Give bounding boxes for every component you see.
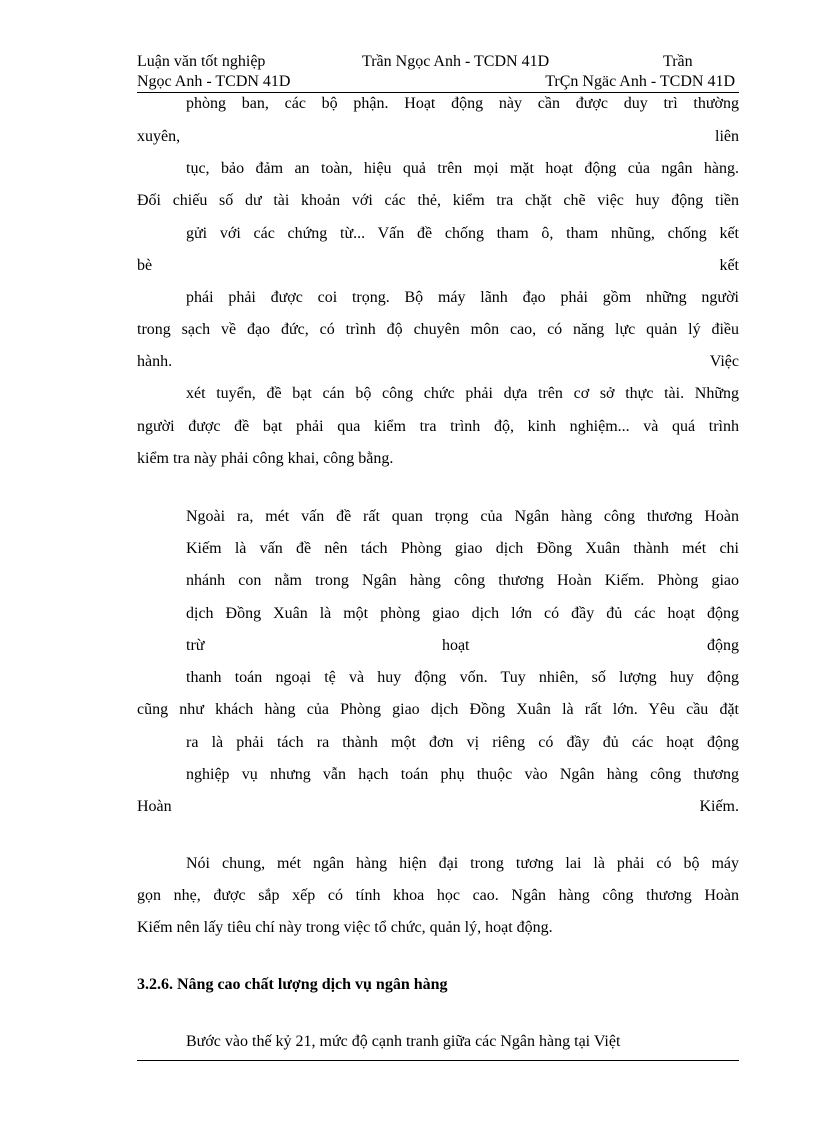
- text-line-spread: [137, 352, 739, 372]
- text-line: Kiếm nên lấy tiêu chí này trong việc tổ chức, quản lý, hoạt động.: [137, 919, 553, 936]
- word: trừ: [186, 637, 205, 654]
- section-heading: 3.2.6. Nâng cao chất lượng dịch vụ ngân hàng: [137, 976, 448, 993]
- text-line: xét tuyển, đề bạt cán bộ công chức phải dựa trên cơ sở thực tài. Những: [186, 385, 739, 402]
- text-line: người được đề bạt phải qua kiểm tra trình độ, kinh nghiệm... và quá trình: [137, 418, 739, 435]
- text-line: thanh toán ngoại tệ và huy động vốn. Tuy nhiên, số lượng huy động: [186, 669, 739, 686]
- header-author-fragment: Trần: [663, 53, 693, 70]
- text-line: Nói chung, mét ngân hàng hiện đại trong tương lai là phải có bộ máy: [186, 855, 739, 872]
- text-line: trong sạch về đạo đức, có trình độ chuyên môn cao, có năng lực quản lý điều: [137, 321, 739, 338]
- text-line: dịch Đồng Xuân là một phòng giao dịch lớn có đầy đủ các hoạt động: [186, 605, 739, 622]
- text-line: Bước vào thế kỷ 21, mức độ cạnh tranh giữa các Ngân hàng tại Việt: [186, 1033, 621, 1050]
- text-line-spread: [137, 127, 739, 147]
- text-line: Đối chiếu số dư tài khoản với các thẻ, kiểm tra chặt chẽ việc huy động tiền: [137, 192, 739, 209]
- text-line-spread: [137, 797, 739, 817]
- text-line: phái phải được coi trọng. Bộ máy lãnh đạo phải gồm những người: [186, 289, 739, 306]
- text-line: cũng như khách hàng của Phòng giao dịch Đồng Xuân là rất lớn. Yêu cầu đặt: [137, 701, 739, 718]
- footer-rule: [137, 1060, 739, 1061]
- word: Việc: [709, 353, 739, 370]
- word: hoạt: [441, 637, 470, 654]
- word: kết: [719, 257, 739, 274]
- text-line: gọn nhẹ, được sắp xếp có tính khoa học cao. Ngân hàng công thương Hoàn: [137, 887, 739, 904]
- text-line: nghiệp vụ nhưng vẫn hạch toán phụ thuộc vào Ngân hàng công thương: [186, 766, 739, 783]
- word: bè: [137, 257, 153, 274]
- text-line: ra là phải tách ra thành một đơn vị riêng có đầy đủ các hoạt động: [186, 734, 739, 751]
- word: Hoàn: [137, 798, 172, 815]
- word: Kiếm.: [699, 798, 739, 815]
- header-thesis-label: Luận văn tốt nghiệp: [137, 53, 266, 70]
- text-line: Ngoài ra, mét vấn đề rất quan trọng của Ngân hàng công thương Hoàn: [186, 508, 739, 525]
- header-author-continuation: Ngọc Anh - TCDN 41D: [137, 73, 291, 90]
- word: liên: [715, 128, 739, 145]
- text-line: gửi với các chứng từ... Vấn đề chống tham ô, tham nhũng, chống kết: [186, 225, 739, 242]
- text-line-spread: [137, 256, 739, 276]
- text-line-spread: [186, 636, 739, 656]
- header-author-encoded: TrÇn Ngäc Anh - TCDN 41D: [545, 73, 735, 90]
- text-line: Kiếm là vấn đề nên tách Phòng giao dịch Đồng Xuân thành mét chi: [186, 540, 739, 557]
- word: xuyên,: [137, 128, 181, 145]
- text-line: phòng ban, các bộ phận. Hoạt động này cần được duy trì thường: [186, 95, 739, 112]
- header-author-line: Trần Ngọc Anh - TCDN 41D: [362, 53, 550, 70]
- header-rule: [137, 92, 739, 93]
- text-line: nhánh con nằm trong Ngân hàng công thương Hoàn Kiếm. Phòng giao: [186, 572, 739, 589]
- text-line: kiểm tra này phải công khai, công bằng.: [137, 450, 394, 467]
- word: hành.: [137, 353, 173, 370]
- text-line: tục, bảo đảm an toàn, hiệu quả trên mọi mặt hoạt động của ngân hàng.: [186, 160, 739, 177]
- word: động: [707, 637, 739, 654]
